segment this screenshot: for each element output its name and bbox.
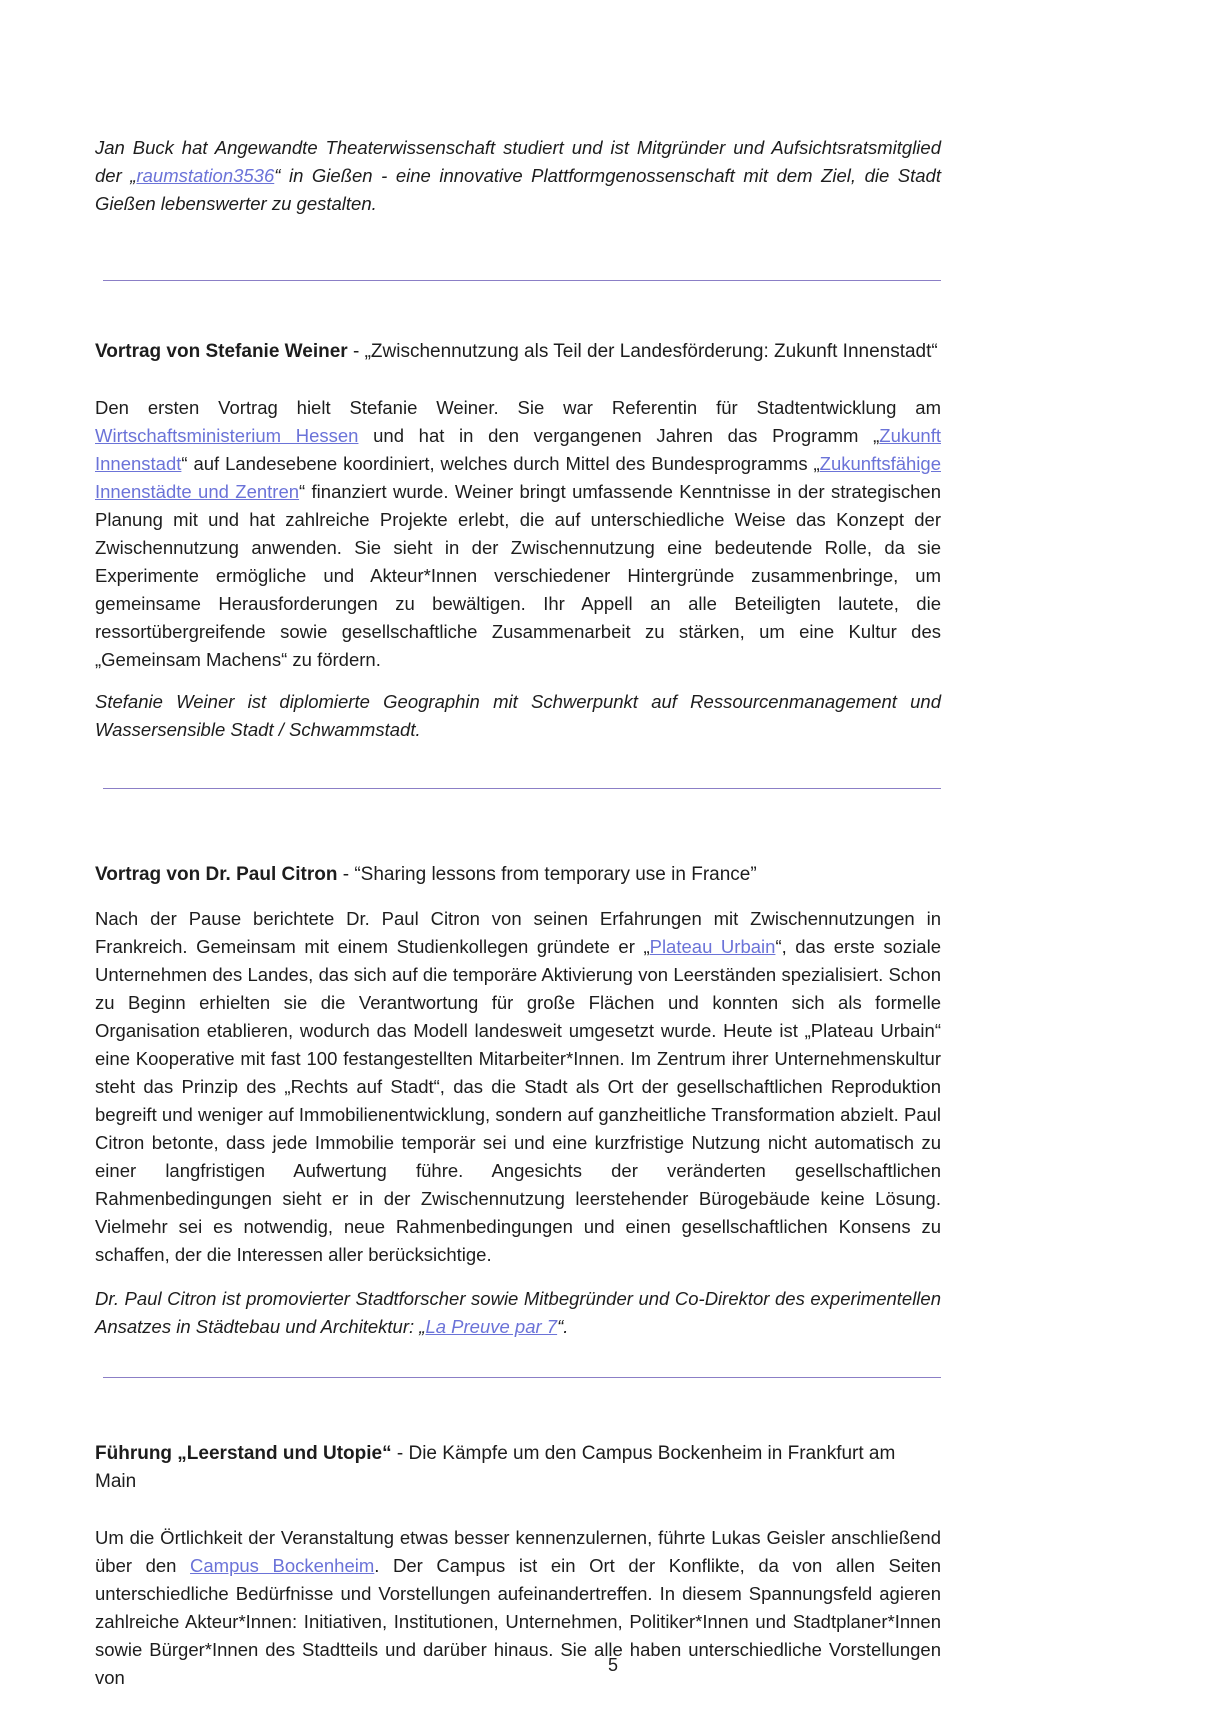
intro-text: “ in Gießen - eine innovative Plattformgenossenschaft mit dem Ziel, die Stadt Gießen lebenswerter zu gestalten. xyxy=(95,165,941,214)
body-text: “ finanziert wurde. Weiner bringt umfassende Kenntnisse in der strategischen Planung mit und hat zahlreiche Projekte erlebt, die auf unterschiedliche Weise das Konzept der Zwischennutzung anwenden. Sie sieht in der Zwischennutzung eine bedeutende Rolle, da sie Experimente ermögliche und Akteur*Innen verschiedener Hintergründe zusammenbringe, um gemeinsame Herausforderungen zu bewältigen. Ihr Appell an alle Beteiligten lautete, die ressortübergreifende sowie gesellschaftliche Zusammenarbeit zu stärken, um eine Kultur des „Gemeinsam Machens“ zu fördern. xyxy=(95,481,941,670)
body-text: “ auf Landesebene koordiniert, welches durch Mittel des Bundesprogramms „ xyxy=(181,453,820,474)
heading-speaker-name: Vortrag von Stefanie Weiner xyxy=(95,341,348,362)
bio-text: “. xyxy=(557,1316,569,1337)
link-zukunftsfaehige-innenstaedte-und-zentren[interactable]: Zukunftsfähige Innenstädte und Zentren xyxy=(95,453,941,502)
section-divider xyxy=(103,1377,941,1378)
link-la-preuve-par-7[interactable]: La Preuve par 7 xyxy=(425,1316,558,1337)
link-plateau-urbain[interactable]: Plateau Urbain xyxy=(649,936,776,957)
body-text: Nach der Pause berichtete Dr. Paul Citron von seinen Erfahrungen mit Zwischennutzungen in Frankreich. Gemeinsam mit einem Studienkollegen gründete er „ xyxy=(95,908,941,957)
page-number: 5 xyxy=(607,1655,618,1675)
link-campus-bockenheim[interactable]: Campus Bockenheim xyxy=(190,1555,375,1576)
text-column xyxy=(95,134,941,1692)
section-heading-weiner xyxy=(95,338,941,366)
speaker-bio-weiner xyxy=(95,688,941,744)
section-body-weiner xyxy=(95,394,941,674)
link-zukunft-innenstadt[interactable]: Zukunft Innenstadt xyxy=(95,425,941,474)
link-wirtschaftsministerium-hessen[interactable]: Wirtschaftsministerium Hessen xyxy=(95,425,359,446)
heading-speaker-name: Vortrag von Dr. Paul Citron xyxy=(95,864,338,885)
body-text: Um die Örtlichkeit der Veranstaltung etwas besser kennenzulernen, führte Lukas Geisler anschließend über den xyxy=(95,1527,941,1576)
body-text: “, das erste soziale Unternehmen des Landes, das sich auf die temporäre Aktivierung von Leerständen spezialisiert. Schon zu Beginn erhielten sie die Verantwortung für große Flächen und konnten sich als formelle Organisation etablieren, wodurch das Modell landesweit umgesetzt wurde. Heute ist „Plateau Urbain“ eine Kooperative mit fast 100 festangestellten Mitarbeiter*Innen. Im Zentrum ihrer Unternehmenskultur steht das Prinzip des „Rechts auf Stadt“, das die Stadt als Ort der gesellschaftlichen Reproduktion begreift und weniger auf Immobilienentwicklung, sondern auf ganzheitliche Transformation abzielt. Paul Citron betonte, dass jede Immobilie temporär sei und eine kurzfristige Nutzung nicht automatisch zu einer langfristigen Aufwertung führe. Angesichts der veränderten gesellschaftlichen Rahmenbedingungen sieht er in der Zwischennutzung leerstehender Bürogebäude keine Lösung. Vielmehr sei es notwendig, neue Rahmenbedingungen und einen gesellschaftlichen Konsens zu schaffen, der die Interessen aller berücksichtige. xyxy=(95,936,941,1265)
heading-talk-title: - “Sharing lessons from temporary use in France” xyxy=(337,864,757,885)
bio-text: Dr. Paul Citron ist promovierter Stadtforscher sowie Mitbegründer und Co-Direktor des experimentellen Ansatzes in Städtebau und Architektur: „ xyxy=(95,1288,941,1337)
section-divider xyxy=(103,280,941,281)
bio-text: Stefanie Weiner ist diplomierte Geographin mit Schwerpunkt auf Ressourcenmanagement und Wassersensible Stadt / Schwammstadt. xyxy=(95,691,941,740)
section-heading-citron xyxy=(95,861,941,889)
section-body-citron xyxy=(95,905,941,1269)
body-text: . Der Campus ist ein Ort der Konflikte, da von allen Seiten unterschiedliche Bedürfnisse und Vorstellungen aufeinandertreffen. In diesem Spannungsfeld agieren zahlreiche Akteur*Innen: Initiativen, Institutionen, Unternehmen, Politiker*Innen und Stadtplaner*Innen sowie Bürger*Innen des Stadtteils und darüber hinaus. Sie alle haben unterschiedliche Vorstellungen von xyxy=(95,1555,941,1688)
link-raumstation3536[interactable]: raumstation3536 xyxy=(136,165,275,186)
body-text: und hat in den vergangenen Jahren das Programm „ xyxy=(358,425,880,446)
intro-bio-paragraph xyxy=(95,134,941,218)
body-text: Den ersten Vortrag hielt Stefanie Weiner. Sie war Referentin für Stadtentwicklung am xyxy=(95,397,941,418)
section-divider xyxy=(103,788,941,789)
heading-talk-title: - „Zwischennutzung als Teil der Landesförderung: Zukunft Innenstadt“ xyxy=(347,341,938,362)
heading-tour-name: Führung „Leerstand und Utopie“ xyxy=(95,1443,392,1464)
heading-tour-subtitle: - Die Kämpfe um den Campus Bockenheim in Frankfurt am Main xyxy=(95,1443,896,1492)
speaker-bio-citron xyxy=(95,1285,941,1341)
section-heading-fuehrung xyxy=(95,1440,941,1496)
intro-text: Jan Buck hat Angewandte Theaterwissenschaft studiert und ist Mitgründer und Aufsichtsratsmitglied der „ xyxy=(95,137,941,186)
